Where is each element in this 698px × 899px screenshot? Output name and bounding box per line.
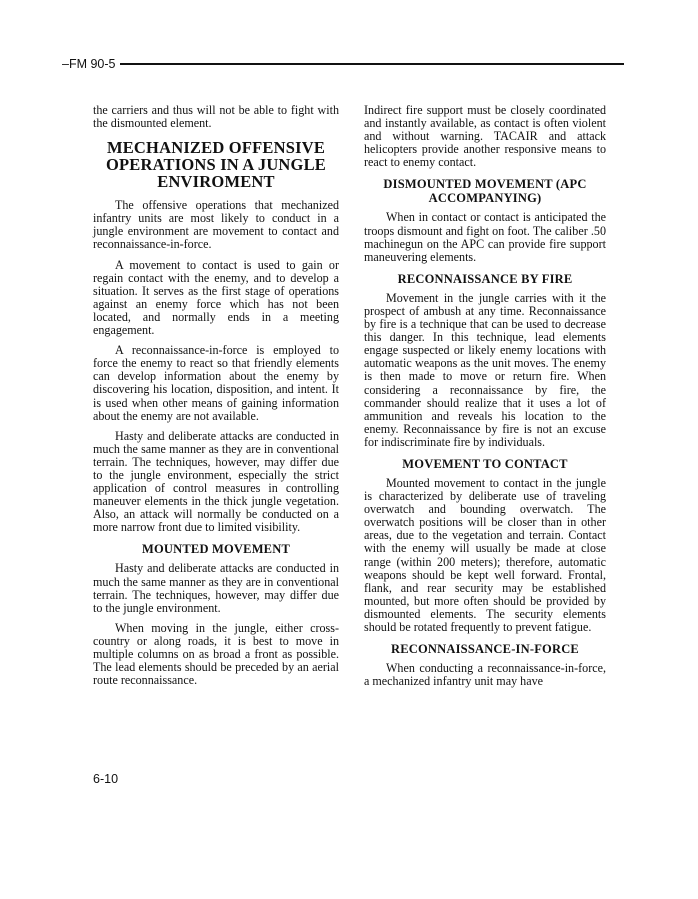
left-intro-paragraph: the carriers and thus will not be able to fight with the dismounted element.: [93, 103, 339, 131]
subheading-reconnaissance-by-fire: RECONNAISSANCE BY FIRE: [397, 271, 573, 286]
paragraph-conducting-reconnaissance: When conducting a reconnaissance-in-force, a mechanized infantry unit may have: [364, 661, 606, 689]
subheading-movement-to-contact: MOVEMENT TO CONTACT: [402, 456, 568, 471]
paragraph-mounted-movement-to-contact: Mounted movement to contact in the jungle is characterized by deliberate use of traveling overwatch and bounding overwatch. The overwatch positions will be closer than in other areas, due to the vegetation and terrain. Contact with the enemy will usually be made at close range (within 200 meters); therefore, automatic weapons should be kept well forward. Frontal, flank, and rear security may be established mounted, but more often should be provided by dismounted elements. The security elements should be rotated frequently to prevent fatigue.: [364, 475, 606, 634]
paragraph-dismounted: When in contact or contact is anticipated the troops dismount and fight on foot. The caliber .50 machinegun on the APC can provide fire support maneuvering elements.: [364, 210, 606, 264]
page-number: 6-10: [93, 772, 119, 786]
paragraph-reconnaissance-in-force: A reconnaissance-in-force is employed to force the enemy to react so that friendly elements can develop information about the enemy by discovering his location, disposition, and intent. It is used when other means of gaining information about the enemy are not available.: [93, 343, 339, 423]
paragraph-moving-in-jungle: When moving in the jungle, either cross-country or along roads, it is best to move in multiple columns on as broad a front as possible. The lead elements should be preceded by an aerial route reconnaissance.: [93, 620, 339, 688]
subheading-dismounted-movement: DISMOUNTED MOVEMENT (APC ACCOMPANYING): [383, 177, 587, 206]
left-column: [93, 104, 339, 694]
paragraph-mounted-attacks: Hasty and deliberate attacks are conducted in much the same manner as they are in conventional terrain. The techniques, however, may differ due to the jungle environment.: [93, 561, 339, 615]
section-heading-mechanized-offensive: MECHANIZED OFFENSIVE OPERATIONS IN A JUNGLE ENVIROMENT: [105, 138, 326, 192]
right-intro-paragraph: Indirect fire support must be closely coordinated and instantly available, as contact is often violent and without warning. TACAIR and attack helicopters provide another responsive means to react to enemy contact.: [364, 103, 606, 170]
subheading-mounted-movement: MOUNTED MOVEMENT: [142, 542, 290, 557]
header-rule: [120, 63, 625, 65]
running-header: [62, 56, 624, 72]
manual-id: –FM 90-5: [62, 57, 116, 71]
paragraph-movement-to-contact: A movement to contact is used to gain or regain contact with the enemy, and to develop a situation. It serves as the first stage of operations against an enemy force which has not been located, and normally ends in a meeting engagement.: [93, 257, 339, 338]
paragraph-offensive-operations: The offensive operations that mechanized infantry units are most likely to conduct in a jungle environment are movement to contact and reconnaissance-in-force.: [93, 198, 339, 252]
right-column: [364, 104, 606, 695]
subheading-reconnaissance-in-force: RECONNAISSANCE-IN-FORCE: [391, 642, 579, 657]
paragraph-reconnaissance-by-fire: Movement in the jungle carries with it the prospect of ambush at any time. Reconnaissance by fire is a technique that can be used to decrease this danger. In this technique, lead elements engage suspected or likely enemy locations with automatic weapons as the unit moves. The enemy is then made to move or return fire. When considering a reconnaissance by fire, the commander should realize that it uses a lot of ammunition and reveals his location to the enemy. Reconnaissance by fire is not an excuse for indiscriminate fire by individuals.: [364, 290, 606, 449]
paragraph-hasty-deliberate-attacks: Hasty and deliberate attacks are conducted in much the same manner as they are in conventional terrain. The techniques, however, may differ due to the jungle environment, especially the strict application of control measures in controlling maneuver elements in the thick jungle vegetation. Also, an attack will normally be conducted on a more narrow front due to limited visibility.: [93, 428, 339, 535]
